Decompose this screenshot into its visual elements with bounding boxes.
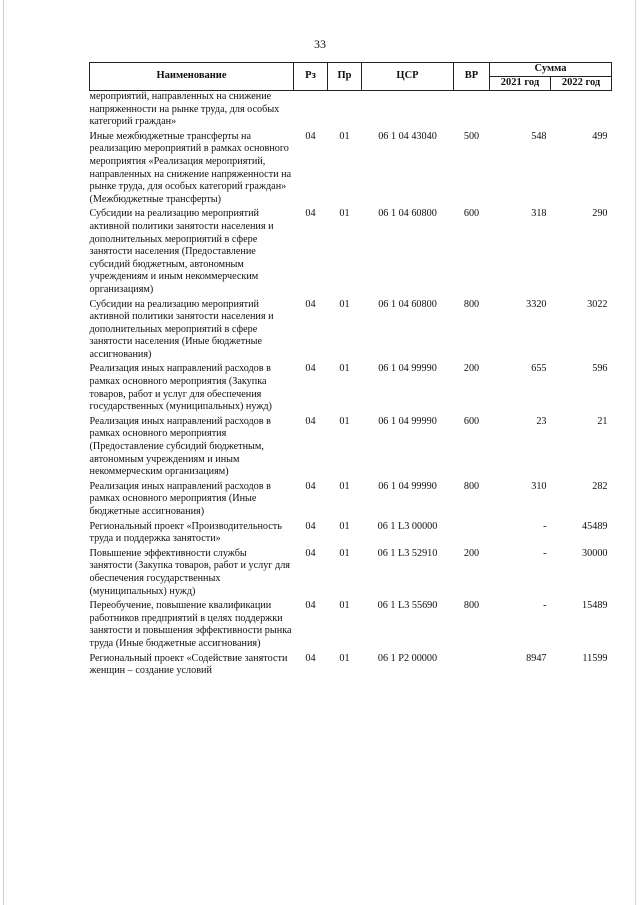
cell-csr: 06 1 04 99990 — [378, 415, 437, 427]
cell-pr: 01 — [339, 480, 350, 492]
scan-edge-left — [3, 0, 4, 905]
cell-y2022: 15489 — [582, 600, 608, 612]
cell-vr: 600 — [463, 415, 480, 427]
header-vr: ВР — [454, 63, 490, 91]
header-pr: Пр — [328, 63, 362, 91]
cell-y2022: 282 — [592, 480, 608, 492]
cell-y2022: 30000 — [582, 547, 608, 559]
cell-name: Переобучение, повышение квалификации работников предприятий в целях поддержки занятости и повышения эффективности рынка труда (Иные бюджетные ассигнования) — [89, 600, 292, 649]
cell-pr — [328, 91, 362, 131]
table-row — [90, 521, 612, 548]
table-row — [90, 548, 612, 600]
cell-y2021: 3320 — [526, 298, 547, 310]
cell-y2022: 499 — [592, 130, 608, 142]
cell-name: Региональный проект «Производительность труда и поддержка занятости» — [89, 520, 282, 545]
table-header — [90, 63, 612, 91]
cell-rz: 04 — [305, 415, 316, 427]
cell-csr: 06 1 L3 52910 — [377, 547, 438, 559]
cell-pr: 01 — [339, 298, 350, 310]
cell-vr: 500 — [463, 130, 480, 142]
cell-pr: 01 — [339, 415, 350, 427]
cell-vr: 800 — [463, 298, 480, 310]
cell-y2021: - — [543, 520, 547, 532]
cell-rz: 04 — [305, 520, 316, 532]
cell-csr: 06 1 L3 55690 — [377, 600, 438, 612]
cell-y2021: - — [543, 547, 547, 559]
cell-y2022: 596 — [592, 363, 608, 375]
cell-csr: 06 1 04 99990 — [378, 363, 437, 375]
cell-name: Региональный проект «Содействие занятости женщин – создание условий — [89, 652, 288, 677]
cell-name: Субсидии на реализацию мероприятий активной политики занятости населения и дополнительных мероприятий в сфере занятости населения (Иные бюджетные ассигнования) — [89, 298, 274, 360]
cell-rz: 04 — [305, 130, 316, 142]
cell-y2021 — [490, 91, 551, 131]
header-csr: ЦСР — [362, 63, 454, 91]
cell-vr: 800 — [463, 600, 480, 612]
cell-rz: 04 — [305, 298, 316, 310]
cell-y2022: 11599 — [582, 652, 608, 664]
cell-vr: 200 — [463, 547, 480, 559]
table-row — [90, 363, 612, 415]
budget-table — [89, 62, 612, 680]
table-row — [90, 600, 612, 652]
cell-vr — [454, 653, 490, 680]
table-row — [90, 299, 612, 364]
header-sum: Сумма — [490, 63, 612, 77]
cell-y2022: 290 — [592, 208, 608, 220]
cell-name: Субсидии на реализацию мероприятий активной политики занятости населения и дополнительных мероприятий в сфере занятости населения (Предоставление субсидий бюджетным, автономным учреждениям и иным некоммерческим организациям) — [89, 208, 274, 295]
cell-y2022 — [551, 91, 612, 131]
page-number: 33 — [314, 37, 326, 51]
table-row — [90, 208, 612, 298]
cell-csr: 06 1 04 99990 — [378, 480, 437, 492]
cell-csr: 06 1 P2 00000 — [377, 652, 438, 664]
cell-rz: 04 — [305, 600, 316, 612]
cell-csr: 06 1 04 43040 — [378, 130, 437, 142]
cell-y2021: - — [543, 600, 547, 612]
cell-vr — [454, 91, 490, 131]
cell-pr: 01 — [339, 520, 350, 532]
cell-pr: 01 — [339, 547, 350, 559]
cell-y2021: 310 — [531, 480, 547, 492]
cell-y2021: 23 — [536, 415, 547, 427]
cell-pr: 01 — [339, 208, 350, 220]
table-body — [90, 91, 612, 680]
cell-rz — [294, 91, 328, 131]
cell-pr: 01 — [339, 363, 350, 375]
cell-name: мероприятий, направленных на снижение напряженности на рынке труда, для особых категорий граждан» — [89, 91, 280, 128]
cell-y2021: 8947 — [526, 652, 547, 664]
table-row — [90, 653, 612, 680]
cell-pr: 01 — [339, 652, 350, 664]
cell-y2022: 45489 — [582, 520, 608, 532]
cell-y2021: 318 — [531, 208, 547, 220]
table-row — [90, 131, 612, 209]
cell-name: Реализация иных направлений расходов в рамках основного мероприятия (Предоставление субсидий бюджетным, автономным учреждениям и иным некоммерческим организациям) — [89, 415, 271, 478]
cell-name: Реализация иных направлений расходов в рамках основного мероприятия (Закупка товаров, работ и услуг для обеспечения государственных (муниципальных) нужд) — [89, 363, 272, 413]
table-row — [90, 91, 612, 131]
table-row — [90, 416, 612, 481]
cell-rz: 04 — [305, 480, 316, 492]
scan-edge-right — [635, 0, 636, 905]
table-row — [90, 481, 612, 521]
cell-pr: 01 — [339, 130, 350, 142]
cell-vr: 600 — [463, 208, 480, 220]
cell-y2022: 21 — [597, 415, 608, 427]
header-2021: 2021 год — [490, 77, 551, 91]
cell-rz: 04 — [305, 208, 316, 220]
cell-vr — [454, 521, 490, 548]
cell-name: Иные межбюджетные трансферты на реализацию мероприятий в рамках основного мероприятия «Реализация мероприятий, направленных на снижение напряженности на рынке труда, для особых категорий граждан» (Межбюджетные трансферты) — [89, 130, 292, 205]
cell-csr: 06 1 L3 00000 — [377, 520, 438, 532]
cell-y2021: 548 — [531, 130, 547, 142]
header-2022: 2022 год — [551, 77, 612, 91]
cell-y2021: 655 — [531, 363, 547, 375]
cell-rz: 04 — [305, 547, 316, 559]
cell-name: Повышение эффективности службы занятости (Закупка товаров, работ и услуг для обеспечения государственных (муниципальных) нужд) — [89, 547, 290, 597]
cell-y2022: 3022 — [587, 298, 608, 310]
cell-csr: 06 1 04 60800 — [378, 298, 437, 310]
cell-name: Реализация иных направлений расходов в рамках основного мероприятия (Иные бюджетные ассигнования) — [89, 480, 271, 517]
cell-vr: 800 — [463, 480, 480, 492]
cell-csr — [362, 91, 454, 131]
cell-pr: 01 — [339, 600, 350, 612]
cell-rz: 04 — [305, 363, 316, 375]
header-rz: Рз — [294, 63, 328, 91]
cell-rz: 04 — [305, 652, 316, 664]
cell-csr: 06 1 04 60800 — [378, 208, 437, 220]
header-name: Наименование — [90, 63, 294, 91]
cell-vr: 200 — [463, 363, 480, 375]
